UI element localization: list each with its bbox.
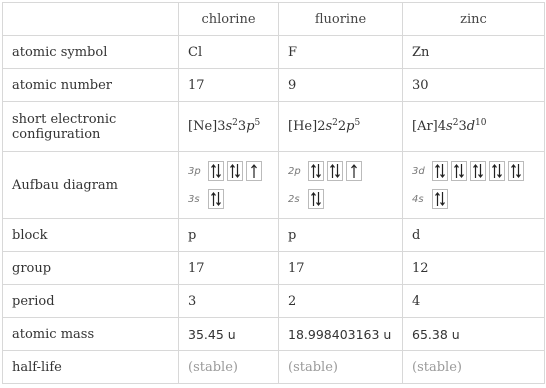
table-cell: Zn <box>403 36 545 69</box>
column-header: chlorine <box>179 3 279 36</box>
spin-pair-arrows-icon <box>229 163 241 179</box>
aufbau-diagram <box>403 152 545 219</box>
table-row <box>3 351 545 384</box>
table-row <box>3 285 545 318</box>
table-cell: (stable) <box>403 351 545 384</box>
orbital-box <box>470 161 486 181</box>
table-cell: 18.998403163 u <box>279 318 403 351</box>
column-header: zinc <box>403 3 545 36</box>
orbital-box <box>246 161 262 181</box>
orbital-box <box>508 161 524 181</box>
spin-pair-arrows-icon <box>434 163 446 179</box>
row-label: atomic number <box>3 69 179 102</box>
config-cell: $[Ar]4s^23d^{10}$ <box>403 102 545 152</box>
table-cell: F <box>279 36 403 69</box>
spin-pair-arrows-icon <box>210 191 222 207</box>
table-cell: (stable) <box>179 351 279 384</box>
orbital-box <box>346 161 362 181</box>
spin-pair-arrows-icon <box>210 163 222 179</box>
orbital-label: 3d <box>412 165 425 177</box>
table-cell: 17 <box>179 252 279 285</box>
config-core: [Ar] <box>412 119 438 134</box>
orbital-box <box>208 161 224 181</box>
orbital-lower-row <box>188 188 269 210</box>
spin-pair-arrows-icon <box>491 163 503 179</box>
table-cell: 12 <box>403 252 545 285</box>
orbital-box <box>308 161 324 181</box>
orbital-upper-row <box>188 160 269 182</box>
column-header: fluorine <box>279 3 403 36</box>
table-row <box>3 219 545 252</box>
spin-pair-arrows-icon <box>310 163 322 179</box>
table-row <box>3 69 545 102</box>
table-cell: 3 <box>179 285 279 318</box>
aufbau-diagram <box>179 152 279 219</box>
orbital-box <box>227 161 243 181</box>
row-label: atomic symbol <box>3 36 179 69</box>
element-comparison-table <box>2 2 545 384</box>
spin-pair-arrows-icon <box>310 191 322 207</box>
row-label: half-life <box>3 351 179 384</box>
aufbau-diagram <box>279 152 403 219</box>
spin-up-arrow-icon <box>248 163 260 179</box>
table-cell: 4 <box>403 285 545 318</box>
row-label: period <box>3 285 179 318</box>
table-cell: (stable) <box>279 351 403 384</box>
orbital-upper-row <box>412 160 535 182</box>
orbital-box <box>432 161 448 181</box>
orbital-label: 2p <box>288 165 301 177</box>
orbital-box <box>489 161 505 181</box>
table-cell: 17 <box>279 252 403 285</box>
spin-pair-arrows-icon <box>453 163 465 179</box>
orbital-box <box>308 189 324 209</box>
config-core: [Ne] <box>188 119 218 134</box>
table-row <box>3 152 545 219</box>
orbital-box <box>451 161 467 181</box>
orbital-upper-row <box>288 160 393 182</box>
header-row <box>3 3 545 36</box>
spin-pair-arrows-icon <box>510 163 522 179</box>
table-row <box>3 252 545 285</box>
config-cell: $[He]2s^22p^5$ <box>279 102 403 152</box>
orbital-box <box>432 189 448 209</box>
table-cell: Cl <box>179 36 279 69</box>
orbital-box <box>327 161 343 181</box>
row-label: block <box>3 219 179 252</box>
spin-pair-arrows-icon <box>329 163 341 179</box>
orbital-label: 4s <box>412 193 424 205</box>
row-label: group <box>3 252 179 285</box>
row-label: Aufbau diagram <box>3 152 179 219</box>
table-cell: 35.45 u <box>179 318 279 351</box>
table-cell: 30 <box>403 69 545 102</box>
table-cell: 2 <box>279 285 403 318</box>
orbital-label: 2s <box>288 193 300 205</box>
corner-cell <box>3 3 179 36</box>
orbital-box <box>208 189 224 209</box>
orbital-label: 3s <box>188 193 200 205</box>
spin-pair-arrows-icon <box>472 163 484 179</box>
spin-pair-arrows-icon <box>434 191 446 207</box>
table-cell: 65.38 u <box>403 318 545 351</box>
table-row <box>3 36 545 69</box>
table-cell: p <box>279 219 403 252</box>
row-label: short electronic configuration <box>3 102 179 152</box>
orbital-lower-row <box>412 188 535 210</box>
row-label: atomic mass <box>3 318 179 351</box>
table-cell: 17 <box>179 69 279 102</box>
table-row <box>3 318 545 351</box>
config-cell: $[Ne]3s^23p^5$ <box>179 102 279 152</box>
config-core: [He] <box>288 119 318 134</box>
spin-up-arrow-icon <box>348 163 360 179</box>
table-cell: d <box>403 219 545 252</box>
orbital-lower-row <box>288 188 393 210</box>
table-row <box>3 102 545 152</box>
orbital-label: 3p <box>188 165 201 177</box>
table-cell: p <box>179 219 279 252</box>
table-cell: 9 <box>279 69 403 102</box>
